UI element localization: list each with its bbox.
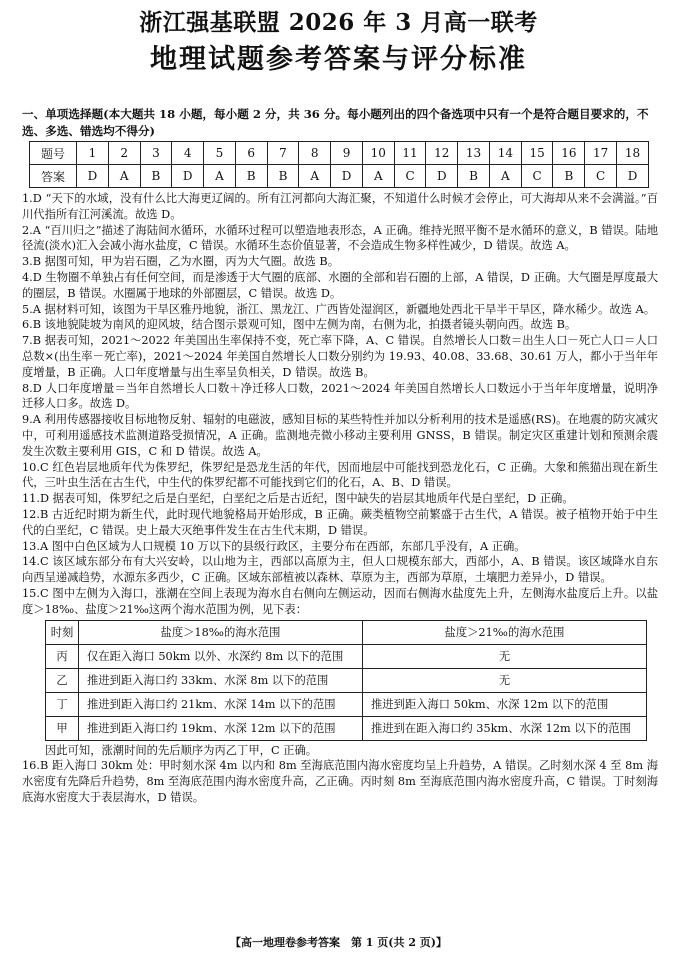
explanation-item: 8.D 人口年度增量＝当年自然增长人口数＋净迁移人口数，2021～2024 年美国自然增长人口数远小于当年年度增量，说明净迁移人口多。故选 D。	[22, 381, 658, 411]
row-label-number: 题号	[30, 142, 77, 165]
question-number: 12	[426, 142, 458, 165]
question-number: 5	[204, 142, 236, 165]
time-label: 甲	[46, 716, 79, 740]
salinity-table	[45, 620, 647, 741]
answer-cell: A	[108, 165, 140, 188]
answer-cell: C	[394, 165, 426, 188]
question-number: 2	[108, 142, 140, 165]
explanation-item: 5.A 据材料可知，该图为干旱区雅丹地貌，浙江、黑龙江、广西皆处湿润区，新疆地处西北干旱半干旱区，降水稀少。故选 A。	[22, 302, 656, 316]
salinity-18-range: 推进到距入海口约 19km、水深 12m 以下的范围	[79, 716, 363, 740]
question-number: 9	[331, 142, 363, 165]
question-number: 6	[235, 142, 267, 165]
header-salinity-18: 盐度＞18‰的海水范围	[79, 620, 363, 644]
answer-cell: B	[235, 165, 267, 188]
salinity-21-range: 无	[363, 668, 647, 692]
explanation-item: 2.A “百川归之”描述了海陆间水循环，水循环过程可以塑造地表形态，A 正确。维持光照平衡不是水循环的意义，B 错误。陆地径流(淡水)汇入会减小海水盐度，C 错误。水循环生态价值显著，不会造成生物多样性减少，D 错误。故选 A。	[22, 223, 658, 253]
question-number: 16	[553, 142, 585, 165]
exam-title: 浙江强基联盟 2026 年 3 月高一联考	[139, 9, 538, 36]
explanation-item: 10.C 红色岩层地质年代为侏罗纪，侏罗纪是恐龙生活的年代，因而地层中可能找到恐龙化石，C 正确。大象和熊猫出现在新生代，三叶虫生活在古生代，中生代的侏罗纪都不可能找到它们的化石，A、B、D 错误。	[22, 460, 658, 490]
question-number: 18	[617, 142, 649, 165]
salinity-18-range: 推进到距入海口约 33km、水深 8m 以下的范围	[79, 668, 363, 692]
answer-table-answer-row	[30, 165, 649, 188]
answer-cell: A	[204, 165, 236, 188]
answer-table-number-row	[30, 142, 649, 165]
salinity-18-range: 仅在距入海口 50km 以外、水深约 8m 以下的范围	[79, 644, 363, 668]
question-number: 7	[267, 142, 299, 165]
salinity-table-row	[46, 644, 647, 668]
row-label-answer: 答案	[30, 165, 77, 188]
answer-explanations	[22, 191, 658, 806]
explanation-item: 11.D 据表可知，侏罗纪之后是白垩纪，白垩纪之后是古近纪，图中缺失的岩层其地质年代是白垩纪，D 正确。	[22, 492, 574, 506]
time-label: 乙	[46, 668, 79, 692]
explanation-conclusion: 因此可知，涨潮时间的先后顺序为丙乙丁甲，C 正确。	[45, 743, 318, 757]
explanation-item: 6.B 该地貌陡坡为南风的迎风坡，结合图示景观可知，图中左侧为南，右侧为北，拍摄者镜头朝向西。故选 B。	[22, 318, 577, 332]
document-title: 地理试题参考答案与评分标准	[150, 44, 527, 75]
answer-cell: A	[299, 165, 331, 188]
salinity-table-row	[46, 716, 647, 740]
salinity-21-range: 推进到距入海口 50km、水深 12m 以下的范围	[363, 692, 647, 716]
explanation-item: 1.D “天下的水域，没有什么比大海更辽阔的。所有江河都向大海汇聚，不知道什么时候才会停止，可大海却从来不会满溢。”百川代指所有江河溪流。故选 D。	[22, 192, 658, 221]
salinity-21-range: 推进到在距入海口约 35km、水深 12m 以下的范围	[363, 716, 647, 740]
header-salinity-21: 盐度＞21‰的海水范围	[363, 620, 647, 644]
question-number: 8	[299, 142, 331, 165]
explanation-item: 3.B 据图可知，甲为岩石圈，乙为水圈，丙为大气圈。故选 B。	[22, 255, 339, 269]
salinity-table-row	[46, 692, 647, 716]
question-number: 13	[458, 142, 490, 165]
time-label: 丙	[46, 644, 79, 668]
salinity-table-row	[46, 668, 647, 692]
explanation-item: 12.B 古近纪时期为新生代，此时现代地貌格局开始形成，B 正确。蕨类植物空前繁盛于古生代，A 错误。被子植物开始于中生代的白垩纪，C 错误。史上最大灭绝事件发生在古生代末期，D 错误。	[22, 507, 658, 537]
question-number: 15	[521, 142, 553, 165]
answer-cell: D	[331, 165, 363, 188]
answer-cell: C	[585, 165, 617, 188]
answer-cell: B	[267, 165, 299, 188]
question-number: 3	[140, 142, 172, 165]
section-heading: 一、单项选择题(本大题共 18 小题，每小题 2 分，共 36 分。每小题列出的四个备选项中只有一个是符合题目要求的，不选、多选、错选均不得分)	[22, 107, 649, 138]
answer-table	[29, 141, 649, 188]
answer-cell: D	[172, 165, 204, 188]
explanation-item: 16.B 距入海口 30km 处：甲时刻水深 4m 以内和 8m 至海底范围内海水密度均呈上升趋势，A 错误。乙时刻水深 4 至 8m 海水密度有先降后升趋势，8m 至海底范围内海水密度升高，乙正确。丙时刻 8m 至海底范围内海水密度升高，C 错误。丁时刻海底海水密度大于表层海水，D 错误。	[22, 759, 658, 804]
answer-cell: D	[77, 165, 109, 188]
question-number: 14	[489, 142, 521, 165]
answer-cell: A	[489, 165, 521, 188]
explanation-item: 14.C 该区域东部分布有大兴安岭，以山地为主，西部以高原为主，但人口规模东部大，西部小，A、B 错误。该区域降水自东向西呈递减趋势，水源东多西少，C 正确。区域东部植被以森林、草原为主，西部为草原，土壤肥力差异小，D 错误。	[22, 555, 658, 585]
answer-cell: B	[140, 165, 172, 188]
answer-cell: B	[553, 165, 585, 188]
answer-cell: D	[617, 165, 649, 188]
answer-cell: A	[362, 165, 394, 188]
answer-cell: C	[521, 165, 553, 188]
page-footer: 【高一地理卷参考答案 第 1 页(共 2 页)】	[229, 936, 448, 949]
question-number: 4	[172, 142, 204, 165]
explanation-item: 13.A 图中白色区域为人口规模 10 万以下的县级行政区，主要分布在西部，东部几乎没有，A 正确。	[22, 539, 526, 553]
question-number: 11	[394, 142, 426, 165]
question-number: 10	[362, 142, 394, 165]
question-number: 1	[77, 142, 109, 165]
explanation-item: 4.D 生物圈不单独占有任何空间，而是渗透于大气圈的底部、水圈的全部和岩石圈的上部，A 错误，D 正确。大气圈是厚度最大的圈层，B 错误。水圈属于地球的外部圈层，C 错误。故选 D。	[22, 270, 658, 300]
explanation-item: 15.C 图中左侧为入海口，涨潮在空间上表现为海水自右侧向左侧运动，因而右侧海水盐度先上升，左侧海水盐度后上升。以盐度＞18‰、盐度＞21‰这两个海水范围为例，见下表：	[22, 586, 658, 616]
salinity-18-range: 推进到距入海口约 21km、水深 14m 以下的范围	[79, 692, 363, 716]
explanation-item: 7.B 据表可知，2021～2022 年美国出生率保持不变，死亡率下降，A、C 错误。自然增长人口数＝出生人口－死亡人口＝人口总数×(出生率－死亡率)，2021～2024 年美国自然增长人口数分别约为 19.93、40.08、33.68、30.61 万人，都小于当年年度增量，B 正确。人口年度增量与出生率呈负相关，D 错误。故选 B。	[22, 334, 658, 379]
question-number: 17	[585, 142, 617, 165]
answer-cell: B	[458, 165, 490, 188]
salinity-21-range: 无	[363, 644, 647, 668]
salinity-table-header	[46, 620, 647, 644]
answer-cell: D	[426, 165, 458, 188]
header-time: 时刻	[46, 620, 79, 644]
time-label: 丁	[46, 692, 79, 716]
explanation-item: 9.A 利用传感器接收目标地物反射、辐射的电磁波，感知目标的某些特性并加以分析利用的技术是遥感(RS)。在地震的防灾减灾中，可利用遥感技术监测道路受损情况，A 正确。监测地壳微小移动主要利用 GNSS，B 错误。制定灾区重建计划和预测余震发生次数主要利用 GIS，C 和 D 错误。故选 A。	[22, 413, 658, 458]
